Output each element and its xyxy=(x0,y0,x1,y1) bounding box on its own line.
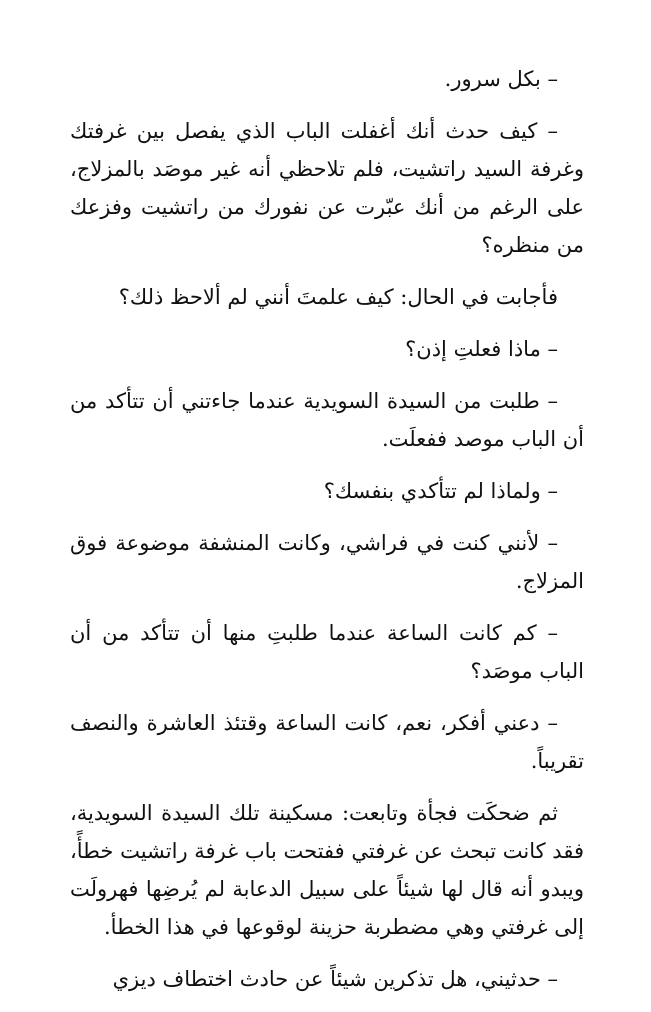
dialogue-line: – ولماذا لم تتأكدي بنفسك؟ xyxy=(323,479,558,503)
dialogue-line: – ماذا فعلتِ إذن؟ xyxy=(405,337,558,361)
dialogue-line: – دعني أفكر، نعم، كانت الساعة وقتئذ العاشرة والنصف تقريباً. xyxy=(70,711,584,773)
narration-paragraph: ثم ضحكَت فجأة وتابعت: مسكينة تلك السيدة السويدية، فقد كانت تبحث عن غرفتي ففتحت باب غرفة راتشيت خطأً، ويبدو أنه قال لها شيئاً على سبيل الدعابة لم يُرضِها فهرولَت إلى غرفتي وهي مضطربة حزينة لوقوعها في هذا الخطأ. xyxy=(70,801,584,939)
dialogue-line: – حدثيني، هل تذكرين شيئاً عن حادث اختطاف ديزي xyxy=(112,967,558,991)
dialogue-line: – طلبت من السيدة السويدية عندما جاءتني أن تتأكد من أن الباب موصد ففعلَت. xyxy=(70,389,584,451)
dialogue-line: – بكل سرور. xyxy=(444,67,558,91)
dialogue-line: – كيف حدث أنك أغفلت الباب الذي يفصل بين غرفتك وغرفة السيد راتشيت، فلم تلاحظي أنه غير موصَد بالمزلاج، على الرغم من أنك عبّرت عن نفورك من راتشيت وفزعك من منظره؟ xyxy=(70,119,584,257)
dialogue-line: – كم كانت الساعة عندما طلبتِ منها أن تتأكد من أن الباب موصَد؟ xyxy=(70,621,584,683)
narration-paragraph: فأجابت في الحال: كيف علمتَ أنني لم ألاحظ ذلك؟ xyxy=(118,285,558,309)
book-page xyxy=(70,60,584,1012)
dialogue-line: – لأنني كنت في فراشي، وكانت المنشفة موضوعة فوق المزلاج. xyxy=(70,531,584,593)
